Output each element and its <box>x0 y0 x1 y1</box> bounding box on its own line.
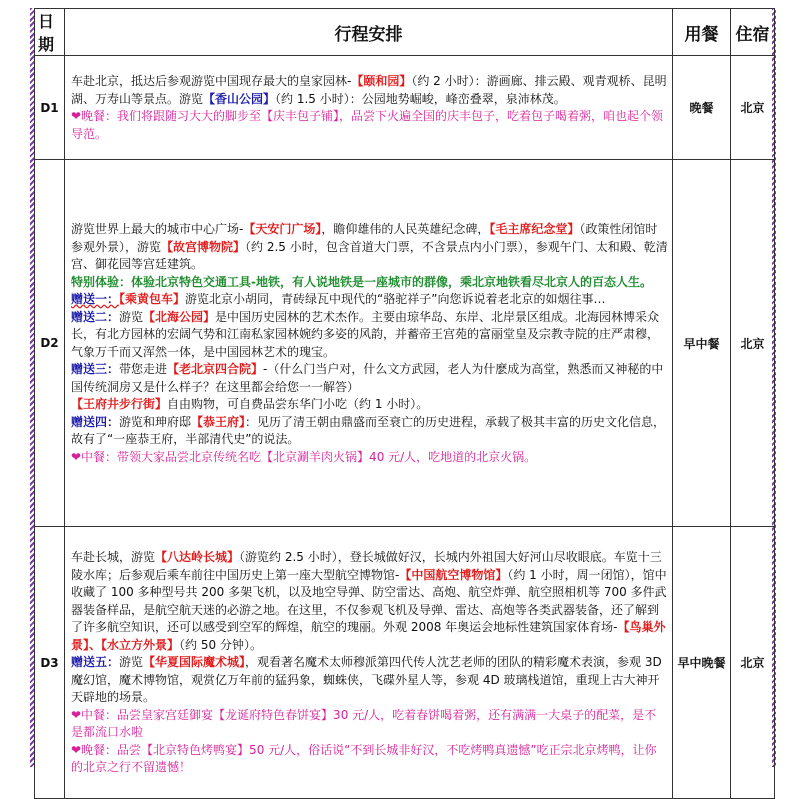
d2-gift-1 <box>71 291 668 309</box>
gift-3-pre: 带您走进 <box>119 362 168 376</box>
itinerary-page <box>34 8 774 775</box>
table-row-d3 <box>35 527 775 799</box>
gift-5-pre: 游览 <box>119 655 144 670</box>
d3-lunch-note: ❤中餐：品尝皇家宫廷御宴【龙诞府特色春饼宴】30 元/人，吃着春饼喝着粥，还有满满一大桌子的配菜，是不是都流口水啦 <box>71 707 657 740</box>
d2-text-4: （约 2.5 小时，包含首道大门票，不含景点内小门票），参观午门、太和殿、乾清宫、御花园等宫廷建筑。 <box>71 239 668 271</box>
content-cell-d2 <box>65 160 673 527</box>
d3-sight-birds-nest: 【鸟巢外景】 <box>71 620 666 652</box>
itinerary-table <box>34 8 775 799</box>
d3-gift-5 <box>71 654 668 707</box>
d3-text-3: （约 1 小时，周一闭馆），馆中收藏了 100 多种型号共 200 多架飞机，以及地空导弹、防空雷达、高炮、航空炸弹、航空照相机等 700 多件武器装备样品，是航空航天迷的必游之地。在这里，不仅参观飞机及导弹、雷达、高炮等各类武器装备，还了解到了许多航空知识，还可以感受到空军的辉煌，航空的瑰丽。外观 2008 年奥运会地标性建筑国家体育场- <box>71 567 667 635</box>
table-row-d2 <box>35 160 775 527</box>
day-cell-d2: D2 <box>35 160 65 527</box>
d3-sight-water-cube: 【水立方外景】 <box>101 637 180 652</box>
d3-paragraph <box>71 549 668 654</box>
d3-dinner-note: ❤晚餐：品尝【北京特色烤鸭宴】50 元/人，俗话说“不到长城非好汉，不吃烤鸭真遗憾”吃正宗北京烤鸭，让你的北京之行不留遗憾！ <box>71 742 657 775</box>
d3-text-4: （约 50 分钟）。 <box>179 637 262 652</box>
hotel-cell-d3: 北京 <box>731 527 775 799</box>
gift-3-label: 赠送三： <box>71 362 120 376</box>
d2-sight-mausoleum: 【毛主席纪念堂】 <box>489 222 580 236</box>
d1-text-3: （约 1.5 小时）：公园地势崛峻，峰峦叠翠，泉沛林茂。 <box>275 91 566 106</box>
gift-2-label: 赠送二： <box>71 309 120 324</box>
d2-text-2: ，瞻仰雄伟的人民英雄纪念碑， <box>321 222 490 236</box>
d2-special-experience: 特别体验：体验北京特色交通工具-地铁，有人说地铁是一座城市的群像，乘北京地铁看尽北京人的百态人生。 <box>71 274 652 289</box>
hotel-cell-d1: 北京 <box>731 56 775 160</box>
gift-5-text: ，观看著名魔术太师穆派第四代传人沈艺老师的团队的精彩魔术表演，参观 3D 魔幻馆，魔术博物馆，观赏亿万年前的猛犸象，蜘蛛侠，飞碟外星人等，参观 4D 玻璃栈道馆，重现上古大神开天辟地的场景。 <box>71 655 662 705</box>
gift-4-pre: 游览和珅府邸 <box>119 414 192 429</box>
d2-text-3: （政策性闭馆时参观外景），游览 <box>71 222 658 254</box>
day-cell-d1: D1 <box>35 56 65 160</box>
d2-paragraph <box>71 221 668 274</box>
header-meals: 用餐 <box>673 9 731 56</box>
d3-text-1: 车赴长城，游览 <box>71 550 156 565</box>
header-day: 日期 <box>35 9 65 56</box>
meal-cell-d2: 早中餐 <box>673 160 731 527</box>
d1-dinner-note: ❤晚餐：我们将跟随习大大的脚步至【庆丰包子铺】，品尝下火遍全国的庆丰包子，吃着包子喝着粥，咱也起个领导范。 <box>71 109 664 141</box>
hotel-cell-d2: 北京 <box>731 160 775 527</box>
d3-sep: 、 <box>89 637 102 652</box>
d1-text-1: 车赴北京，抵达后参观游览中国现存最大的皇家园林- <box>71 74 352 88</box>
d3-text-2: （游览约 2.5 小时），登长城做好汉，长城内外祖国大好河山尽收眼底。车览十三陵水库；后参观后乘车前往中国历史上第一座大型航空博物馆- <box>71 550 662 582</box>
d2-gift-4 <box>71 414 668 449</box>
d2-sight-palace-museum: 【故宫博物院】 <box>161 239 246 254</box>
day-cell-d3: D3 <box>35 527 65 799</box>
table-row-d1 <box>35 56 775 160</box>
d2-lunch-note: ❤中餐：带领大家品尝北京传统名吃【北京涮羊肉火锅】40 元/人，吃地道的北京火锅。 <box>71 449 537 464</box>
gift-5-label: 赠送五： <box>71 655 120 670</box>
d1-text-2: （约 2 小时）：游画廊、排云殿、观青观桥、昆明湖、万寿山等景点。游览 <box>71 74 667 106</box>
d2-gift-2 <box>71 309 668 362</box>
gift-4-label: 赠送四： <box>71 414 120 429</box>
gift-5-magic-city: 【华夏国际魔术城】 <box>143 655 246 670</box>
gift-1-text: 游览北京小胡同，青砖绿瓦中现代的“骆驼祥子”向您诉说着老北京的如烟往事… <box>185 292 606 306</box>
table-header-row <box>35 9 775 56</box>
gift-4-prince-gong: 【恭王府】 <box>191 414 246 429</box>
d2-text-1: 游览世界上最大的城市中心广场- <box>71 222 244 236</box>
header-itinerary: 行程安排 <box>65 9 673 56</box>
d1-paragraph <box>71 73 668 108</box>
gift-2-text: 是中国历史园林的艺术杰作。主要由琼华岛、东岸、北岸景区组成。北海园林博采众长，有北方园林的宏阔气势和江南私家园林婉约多姿的风韵，并蓄帝王宫苑的富丽堂皇及宗教寺院的庄严肃穆，气象万千而又浑然一体，是中国园林艺术的瑰宝。 <box>71 309 660 359</box>
header-hotel: 住宿 <box>731 9 775 56</box>
d1-sight-summer-palace: 【颐和园】 <box>351 74 412 88</box>
gift-2-pre: 游览 <box>119 309 144 324</box>
sight-wangfujing: 【王府井步行街】 <box>71 397 168 411</box>
gift-2-beihai: 【北海公园】 <box>143 309 216 324</box>
gift-3-siheyuan: 【老北京四合院】 <box>167 362 264 376</box>
meal-cell-d3: 早中晚餐 <box>673 527 731 799</box>
d2-gift-3 <box>71 361 668 396</box>
wangfujing-text: 自由购物，可自费品尝东华门小吃（约 1 小时）。 <box>167 397 429 411</box>
d2-wangfujing <box>71 396 668 414</box>
d2-sight-tiananmen: 【天安门广场】 <box>243 222 322 236</box>
gift-1-rickshaw: 【乘黄包车】 <box>119 292 186 306</box>
gift-4-text: ：见历了清王朝由鼎盛而至衰亡的历史进程，承载了极其丰富的历史文化信息，故有了“一座恭王府，半部清代史”的说法。 <box>71 414 666 446</box>
gift-1-label: 赠送一： <box>71 292 120 306</box>
d3-sight-aviation-museum: 【中国航空博物馆】 <box>399 567 508 582</box>
content-cell-d1 <box>65 56 673 160</box>
d1-sight-xiangshan: 【香山公园】 <box>203 91 276 106</box>
meal-cell-d1: 晚餐 <box>673 56 731 160</box>
d3-sight-badaling: 【八达岭长城】 <box>155 550 240 565</box>
content-cell-d3 <box>65 527 673 799</box>
gift-3-text: -（什么门当户对，什么文方武园，老人为什麽成为高堂，熟悉而又神秘的中国传统洞房又是什么样子？在这里都会给您一一解答） <box>71 362 664 394</box>
